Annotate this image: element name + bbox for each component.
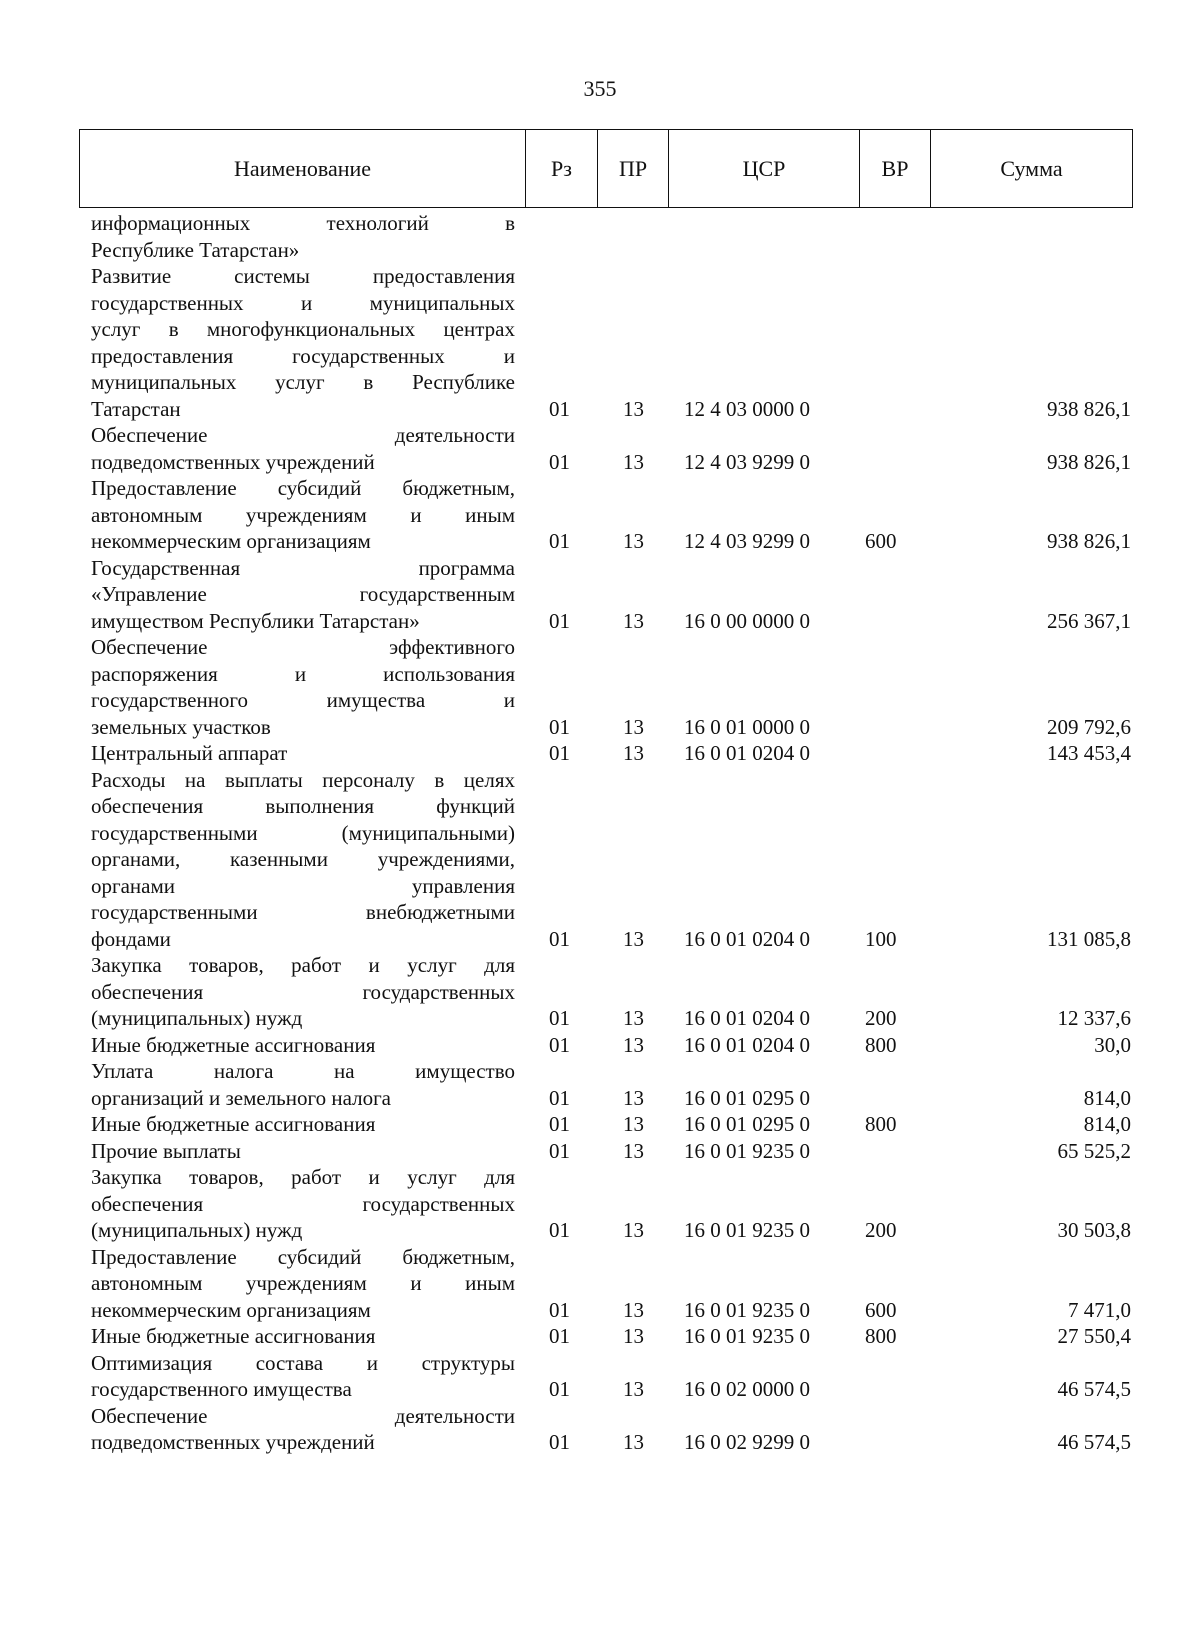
- table-header: [79, 129, 1133, 208]
- row-name-line: Закупка товаров, работ и услуг для: [91, 1165, 515, 1189]
- row-pr: 13: [623, 1377, 644, 1401]
- row-vr: 800: [865, 1032, 897, 1057]
- row-name-line: Центральный аппарат: [91, 741, 288, 765]
- table-body: [91, 210, 1131, 1456]
- row-pr: 13: [623, 1324, 644, 1348]
- row-pr: 13: [623, 926, 644, 951]
- row-codes: [91, 396, 1131, 423]
- row-csr: 16 0 01 0204 0: [684, 741, 810, 765]
- row-name-line: подведомственных учреждений: [91, 449, 375, 474]
- row-csr: 16 0 01 0204 0: [684, 1032, 810, 1057]
- row-name-line: государственными (муниципальными): [91, 820, 515, 845]
- row-name-line: фондами: [91, 926, 171, 951]
- row-name-line: обеспечения государственных: [91, 1191, 515, 1216]
- row-pr: 13: [623, 741, 644, 765]
- row-rz: 01: [549, 741, 570, 765]
- row-codes: [91, 740, 1131, 767]
- row-rz: 01: [549, 1430, 570, 1454]
- row-name-line: информационных технологий в: [91, 211, 515, 235]
- row-pr: 13: [623, 396, 644, 421]
- table-row: [91, 1350, 1131, 1403]
- table-row: [91, 1032, 1131, 1059]
- table-row: [91, 1244, 1131, 1324]
- row-name-line: Обеспечение деятельности: [91, 1403, 515, 1428]
- header-csr: ЦСР: [669, 130, 860, 207]
- row-csr: 16 0 01 9235 0: [684, 1297, 810, 1322]
- row-csr: 16 0 01 0295 0: [684, 1112, 810, 1136]
- row-name-line: некоммерческим организациям: [91, 529, 371, 553]
- row-rz: 01: [549, 714, 570, 739]
- row-name: [91, 767, 515, 953]
- table-row: [91, 740, 1131, 767]
- row-name-line: услуг в многофункциональных центрах: [91, 317, 515, 341]
- page-number: 355: [583, 76, 617, 101]
- row-sum: 131 085,8: [1047, 926, 1131, 951]
- row-pr: 13: [623, 1032, 644, 1057]
- row-name-line: подведомственных учреждений: [91, 1430, 375, 1454]
- row-pr: 13: [623, 608, 644, 633]
- row-csr: 16 0 02 0000 0: [684, 1377, 810, 1401]
- row-csr: 16 0 02 9299 0: [684, 1430, 810, 1454]
- row-rz: 01: [549, 608, 570, 633]
- row-name-line: Предоставление субсидий бюджетным,: [91, 1244, 515, 1269]
- row-name-line: некоммерческим организациям: [91, 1297, 371, 1322]
- row-csr: 16 0 00 0000 0: [684, 608, 810, 633]
- row-sum: 938 826,1: [1047, 529, 1131, 553]
- row-name-line: распоряжения и использования: [91, 661, 515, 686]
- row-vr: 100: [865, 926, 897, 951]
- row-name-line: Закупка товаров, работ и услуг для: [91, 953, 515, 977]
- row-csr: 12 4 03 9299 0: [684, 529, 810, 553]
- row-name-line: государственными внебюджетными: [91, 900, 515, 924]
- row-sum: 65 525,2: [1057, 1138, 1131, 1163]
- table-row: [91, 767, 1131, 953]
- row-codes: [91, 449, 1131, 476]
- row-name-line: государственного имущества: [91, 1377, 352, 1401]
- row-csr: 16 0 01 0295 0: [684, 1085, 810, 1110]
- row-codes: [91, 1085, 1131, 1112]
- row-codes: [91, 1032, 1131, 1059]
- row-name-line: Развитие системы предоставления: [91, 264, 515, 288]
- row-csr: 16 0 01 0204 0: [684, 926, 810, 951]
- table-row: [91, 263, 1131, 422]
- header-name: Наименование: [80, 130, 526, 207]
- row-name-line: автономным учреждениям и иным: [91, 1271, 515, 1295]
- row-pr: 13: [623, 1138, 644, 1163]
- table-row: [91, 475, 1131, 555]
- table-row: [91, 952, 1131, 1032]
- row-name-line: Иные бюджетные ассигнования: [91, 1032, 376, 1057]
- row-rz: 01: [549, 926, 570, 951]
- row-pr: 13: [623, 714, 644, 739]
- row-pr: 13: [623, 529, 644, 553]
- row-sum: 27 550,4: [1057, 1324, 1131, 1348]
- row-codes: [91, 926, 1131, 953]
- row-name-line: государственных и муниципальных: [91, 290, 515, 315]
- row-name-line: Иные бюджетные ассигнования: [91, 1324, 376, 1348]
- row-csr: 12 4 03 0000 0: [684, 396, 810, 421]
- row-name-line: «Управление государственным: [91, 582, 515, 606]
- row-codes: [91, 237, 1131, 264]
- row-sum: 814,0: [1083, 1085, 1131, 1110]
- row-pr: 13: [623, 1112, 644, 1136]
- row-vr: 200: [865, 1006, 897, 1030]
- row-name-line: органами управления: [91, 873, 515, 898]
- row-name-line: (муниципальных) нужд: [91, 1006, 303, 1030]
- table-row: [91, 1323, 1131, 1350]
- row-codes: [91, 1297, 1131, 1324]
- row-name-line: Прочие выплаты: [91, 1138, 241, 1163]
- row-name-line: Обеспечение деятельности: [91, 423, 515, 447]
- row-sum: 938 826,1: [1047, 449, 1131, 474]
- row-sum: 46 574,5: [1057, 1430, 1131, 1454]
- row-rz: 01: [549, 1112, 570, 1136]
- row-pr: 13: [623, 1006, 644, 1030]
- row-pr: 13: [623, 1218, 644, 1242]
- row-sum: 7 471,0: [1068, 1297, 1131, 1322]
- row-codes: [91, 1138, 1131, 1165]
- row-pr: 13: [623, 1430, 644, 1454]
- row-rz: 01: [549, 1218, 570, 1242]
- row-name-line: земельных участков: [91, 714, 271, 739]
- row-name-line: муниципальных услуг в Республике: [91, 370, 515, 394]
- table-row: [91, 1111, 1131, 1138]
- row-name-line: Предоставление субсидий бюджетным,: [91, 476, 515, 500]
- row-sum: 256 367,1: [1047, 608, 1131, 633]
- row-sum: 209 792,6: [1047, 714, 1131, 739]
- table-row: [91, 1138, 1131, 1165]
- row-codes: [91, 1111, 1131, 1138]
- header-vr: ВР: [860, 130, 931, 207]
- row-csr: 16 0 01 9235 0: [684, 1324, 810, 1348]
- row-sum: 46 574,5: [1057, 1377, 1131, 1401]
- row-pr: 13: [623, 1297, 644, 1322]
- row-sum: 12 337,6: [1057, 1006, 1131, 1030]
- table-row: [91, 210, 1131, 263]
- row-codes: [91, 1217, 1131, 1244]
- row-name-line: Обеспечение эффективного: [91, 635, 515, 659]
- row-sum: 30 503,8: [1057, 1218, 1131, 1242]
- row-name-line: (муниципальных) нужд: [91, 1218, 303, 1242]
- table-row: [91, 422, 1131, 475]
- row-name-line: Иные бюджетные ассигнования: [91, 1112, 376, 1136]
- row-name-line: Республике Татарстан»: [91, 237, 300, 262]
- row-sum: 30,0: [1094, 1032, 1131, 1057]
- row-name-line: Государственная программа: [91, 555, 515, 580]
- row-name-line: государственного имущества и: [91, 688, 515, 712]
- row-rz: 01: [549, 1297, 570, 1322]
- row-codes: [91, 1323, 1131, 1350]
- row-csr: 16 0 01 9235 0: [684, 1138, 810, 1163]
- row-sum: 143 453,4: [1047, 741, 1131, 765]
- row-name-line: обеспечения государственных: [91, 979, 515, 1004]
- row-name-line: обеспечения выполнения функций: [91, 794, 515, 818]
- row-vr: 200: [865, 1218, 897, 1242]
- row-codes: [91, 714, 1131, 741]
- row-rz: 01: [549, 396, 570, 421]
- row-name-line: Оптимизация состава и структуры: [91, 1350, 515, 1375]
- row-name-line: организаций и земельного налога: [91, 1085, 391, 1110]
- row-vr: 600: [865, 529, 897, 553]
- row-name-line: Татарстан: [91, 396, 181, 421]
- row-codes: [91, 1429, 1131, 1456]
- row-csr: 16 0 01 0000 0: [684, 714, 810, 739]
- row-rz: 01: [549, 1032, 570, 1057]
- row-name-line: Расходы на выплаты персоналу в целях: [91, 767, 515, 792]
- row-codes: [91, 608, 1131, 635]
- row-sum: 814,0: [1083, 1112, 1131, 1136]
- row-name-line: Уплата налога на имущество: [91, 1059, 515, 1083]
- row-pr: 13: [623, 1085, 644, 1110]
- row-rz: 01: [549, 449, 570, 474]
- row-rz: 01: [549, 1324, 570, 1348]
- row-codes: [91, 1376, 1131, 1403]
- row-name-line: предоставления государственных и: [91, 343, 515, 368]
- row-codes: [91, 1005, 1131, 1032]
- table-row: [91, 1403, 1131, 1456]
- header-sum: Сумма: [1000, 155, 1063, 181]
- row-name-line: имуществом Республики Татарстан»: [91, 608, 420, 633]
- header-pr: ПР: [598, 130, 669, 207]
- row-csr: 16 0 01 0204 0: [684, 1006, 810, 1030]
- row-sum: 938 826,1: [1047, 396, 1131, 421]
- row-codes: [91, 528, 1131, 555]
- row-rz: 01: [549, 1085, 570, 1110]
- table-row: [91, 634, 1131, 740]
- row-pr: 13: [623, 449, 644, 474]
- table-row: [91, 1058, 1131, 1111]
- row-vr: 800: [865, 1112, 897, 1136]
- row-rz: 01: [549, 1138, 570, 1163]
- row-name-line: автономным учреждениям и иным: [91, 502, 515, 527]
- header-rz: Рз: [526, 130, 598, 207]
- row-vr: 600: [865, 1297, 897, 1322]
- row-rz: 01: [549, 1006, 570, 1030]
- row-rz: 01: [549, 1377, 570, 1401]
- table-row: [91, 555, 1131, 635]
- table-row: [91, 1164, 1131, 1244]
- row-csr: 12 4 03 9299 0: [684, 449, 810, 474]
- row-name-line: органами, казенными учреждениями,: [91, 847, 515, 871]
- row-rz: 01: [549, 529, 570, 553]
- row-csr: 16 0 01 9235 0: [684, 1218, 810, 1242]
- row-vr: 800: [865, 1324, 897, 1348]
